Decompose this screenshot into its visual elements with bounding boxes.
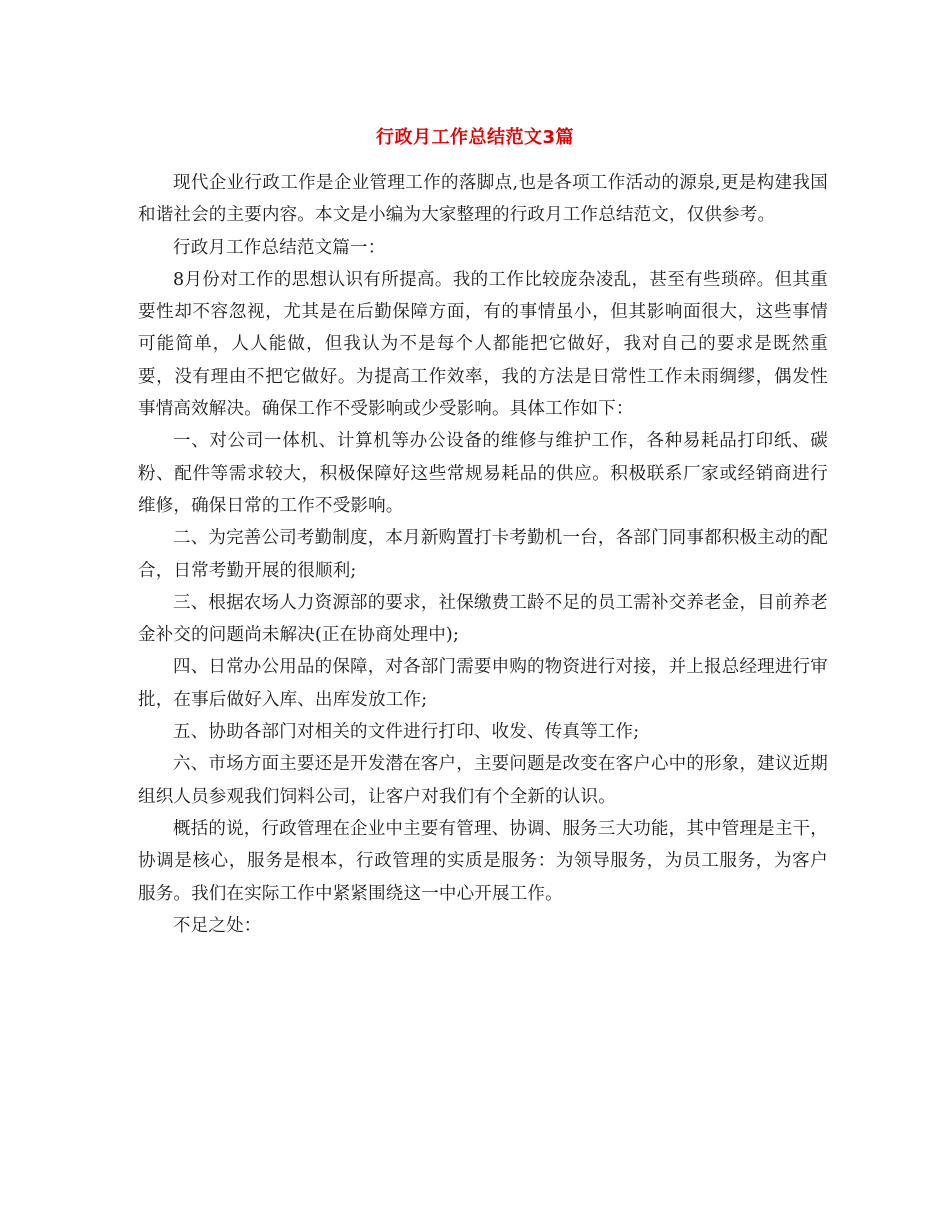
document-body	[138, 167, 828, 942]
paragraph-summary: 概括的说，行政管理在企业中主要有管理、协调、服务三大功能，其中管理是主干，协调是核心，服务是根本，行政管理的实质是服务：为领导服务，为员工服务，为客户服务。我们在实际工作中紧紧围绕这一中心开展工作。	[138, 818, 828, 904]
paragraph-item-2: 二、为完善公司考勤制度，本月新购置打卡考勤机一台，各部门同事都积极主动的配合，日常考勤开展的很顺利;	[138, 528, 828, 581]
paragraph-item-3: 三、根据农场人力资源部的要求，社保缴费工龄不足的员工需补交养老金，目前养老金补交的问题尚未解决(正在协商处理中);	[138, 592, 828, 646]
document-title: 行政月工作总结范文3篇	[375, 127, 575, 148]
paragraph-section-heading: 行政月工作总结范文篇一：	[173, 237, 386, 258]
paragraph-item-5: 五、协助各部门对相关的文件进行打印、收发、传真等工作;	[173, 722, 640, 743]
paragraph-shortcomings-heading: 不足之处：	[173, 915, 262, 936]
paragraph-item-4: 四、日常办公用品的保障，对各部门需要申购的物资进行对接，并上报总经理进行审批，在事后做好入库、出库发放工作;	[138, 657, 828, 710]
paragraph-overview: 8月份对工作的思想认识有所提高。我的工作比较庞杂凌乱，甚至有些琐碎。但其重要性却不容忽视，尤其是在后勤保障方面，有的事情虽小，但其影响面很大，这些事情可能简单，人人能做，但我认为不是每个人都能把它做好，我对自己的要求是既然重要，没有理由不把它做好。为提高工作效率，我的方法是日常性工作未雨绸缪，偶发性事情高效解决。确保工作不受影响或少受影响。具体工作如下：	[138, 269, 828, 420]
paragraph-item-6: 六、市场方面主要还是开发潜在客户，主要问题是改变在客户心中的形象，建议近期组织人员参观我们饲料公司，让客户对我们有个全新的认识。	[138, 754, 828, 807]
paragraph-item-1: 一、对公司一体机、计算机等办公设备的维修与维护工作，各种易耗品打印纸、碳粉、配件等需求较大，积极保障好这些常规易耗品的供应。积极联系厂家或经销商进行维修，确保日常的工作不受影响。	[138, 431, 828, 516]
paragraph-intro: 现代企业行政工作是企业管理工作的落脚点,也是各项工作活动的源泉,更是构建我国和谐社会的主要内容。本文是小编为大家整理的行政月工作总结范文，仅供参考。	[138, 173, 828, 226]
